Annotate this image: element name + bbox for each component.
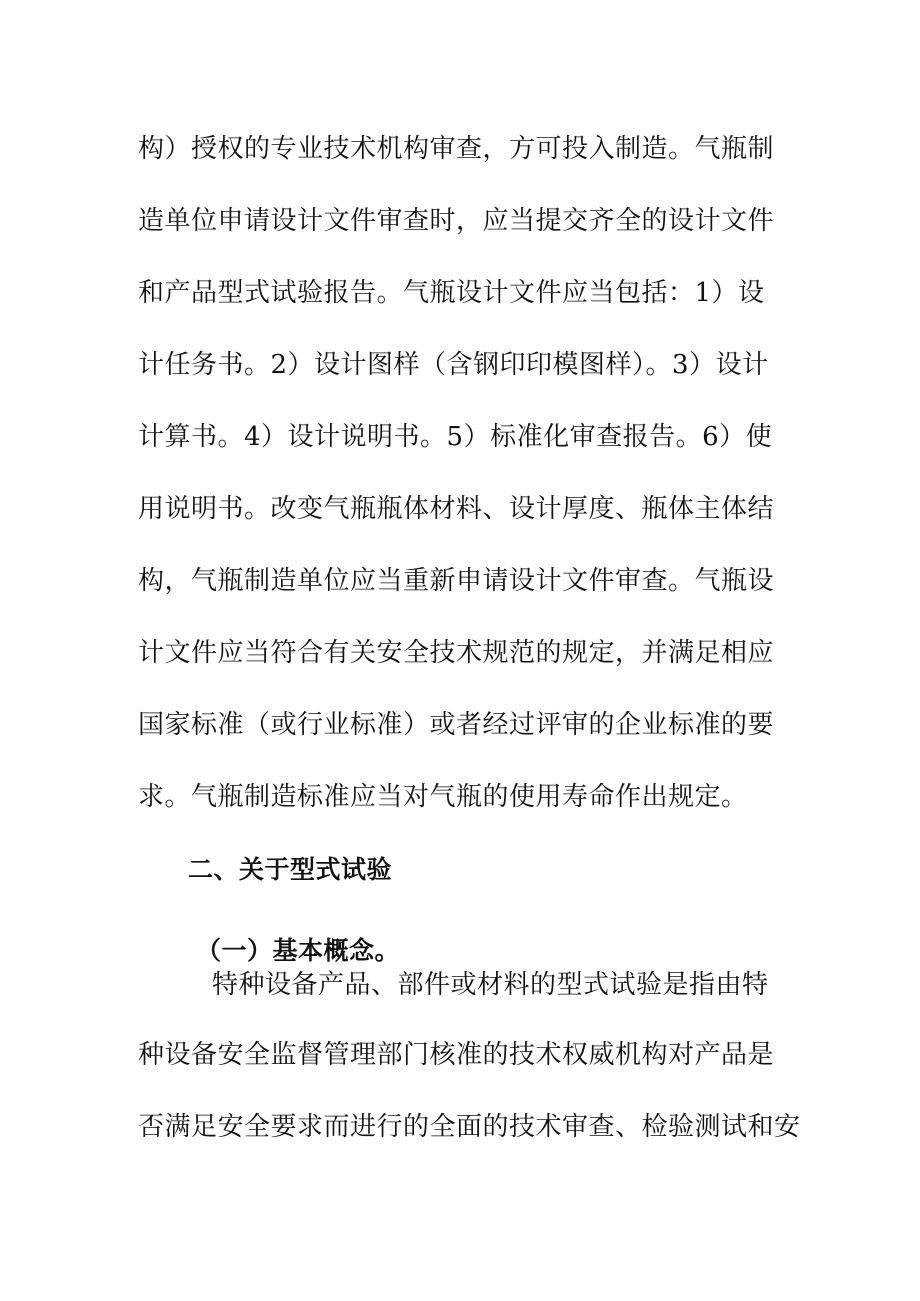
text-line: 否满足安全要求而进行的全面的技术审查、检验测试和安 bbox=[138, 1112, 801, 1142]
text-line: 种设备安全监督管理部门核准的技术权威机构对产品是 bbox=[138, 1040, 775, 1070]
section-heading: 二、关于型式试验 bbox=[188, 855, 393, 884]
text-line: 特种设备产品、部件或材料的型式试验是指由特 bbox=[212, 970, 769, 1000]
text-line: 用说明书。改变气瓶瓶体材料、设计厚度、瓶体主体结 bbox=[138, 494, 775, 524]
text-line: 求。气瓶制造标准应当对气瓶的使用寿命作出规定。 bbox=[138, 782, 748, 812]
subsection-heading: （一）基本概念。 bbox=[196, 936, 401, 965]
text-line: 计算书。4）设计说明书。5）标准化审查报告。6）使 bbox=[138, 422, 773, 452]
text-line: 计文件应当符合有关安全技术规范的规定，并满足相应 bbox=[138, 638, 775, 668]
text-line: 国家标准（或行业标准）或者经过评审的企业标准的要 bbox=[138, 710, 775, 740]
text-line: 计任务书。2）设计图样（含钢印印模图样）。3）设计 bbox=[138, 350, 769, 380]
text-line: 造单位申请设计文件审查时，应当提交齐全的设计文件 bbox=[138, 206, 775, 236]
text-line: 和产品型式试验报告。气瓶设计文件应当包括：1）设 bbox=[138, 278, 765, 308]
text-line: 构）授权的专业技术机构审查，方可投入制造。气瓶制 bbox=[138, 134, 775, 164]
text-line: 构，气瓶制造单位应当重新申请设计文件审查。气瓶设 bbox=[138, 566, 775, 596]
